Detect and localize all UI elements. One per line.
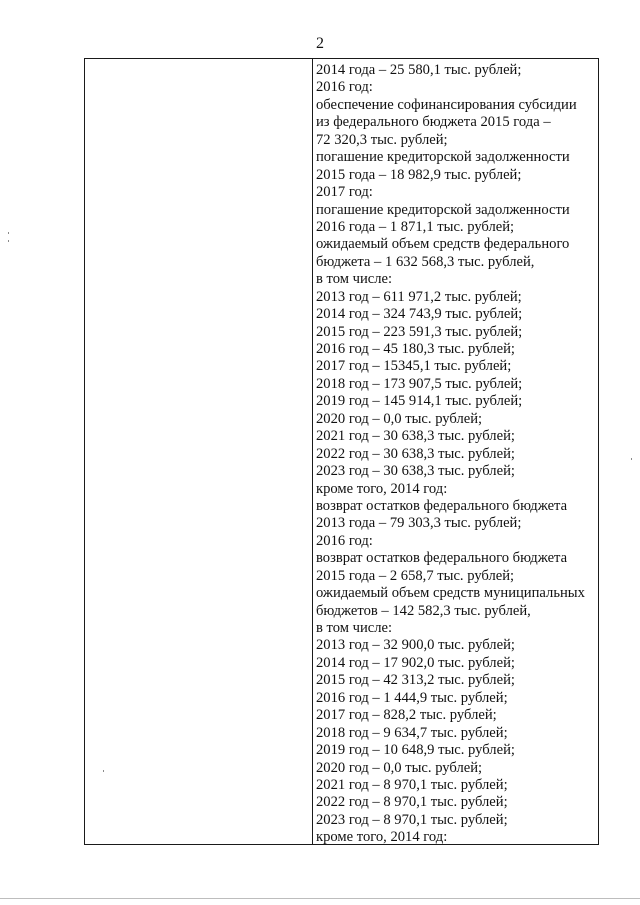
text-line: 72 320,3 тыс. рублей; [316,131,448,148]
text-line: 2022 год – 30 638,3 тыс. рублей; [316,445,515,462]
document-table [84,58,599,845]
text-line: 2015 года – 2 658,7 тыс. рублей; [316,567,515,584]
scan-speck [8,232,9,234]
text-line: бюджета – 1 632 568,3 тыс. рублей, [316,253,535,270]
text-line: 2017 год: [316,184,373,201]
text-line: 2018 год – 9 634,7 тыс. рублей; [316,724,508,741]
text-line: 2018 год – 173 907,5 тыс. рублей; [316,375,523,392]
text-line: 2016 год: [316,79,373,96]
text-line: 2017 год – 828,2 тыс. рублей; [316,707,497,724]
text-line: 2015 год – 42 313,2 тыс. рублей; [316,672,515,689]
text-line: 2013 года – 79 303,3 тыс. рублей; [316,515,522,532]
text-line: кроме того, 2014 год: [316,829,448,846]
text-line: 2014 год – 324 743,9 тыс. рублей; [316,306,523,323]
text-line: погашение кредиторской задолженности [316,201,570,218]
text-line: ожидаемый объем средств федерального [316,236,570,253]
text-line: 2017 год – 15345,1 тыс. рублей; [316,358,512,375]
scan-speck [8,240,9,242]
text-line: кроме того, 2014 год: [316,480,448,497]
text-line: 2019 год – 145 914,1 тыс. рублей; [316,393,523,410]
text-line: 2022 год – 8 970,1 тыс. рублей; [316,794,508,811]
scan-speck [103,770,104,772]
text-line: 2013 год – 32 900,0 тыс. рублей; [316,637,515,654]
text-line: 2016 год – 1 444,9 тыс. рублей; [316,689,508,706]
text-line: 2016 года – 1 871,1 тыс. рублей; [316,218,515,235]
scan-speck [631,458,632,460]
right-cell [316,62,598,847]
text-line: 2021 год – 8 970,1 тыс. рублей; [316,776,508,793]
text-line: ожидаемый объем средств муниципальных [316,585,585,602]
text-line: 2015 года – 18 982,9 тыс. рублей; [316,166,522,183]
column-divider [312,59,313,844]
text-line: 2015 год – 223 591,3 тыс. рублей; [316,323,523,340]
text-line: 2020 год – 0,0 тыс. рублей; [316,759,483,776]
page-bottom-edge [0,898,640,899]
text-line: бюджетов – 142 582,3 тыс. рублей, [316,602,531,619]
text-line: 2016 год – 45 180,3 тыс. рублей; [316,341,515,357]
text-line: погашение кредиторской задолженности [316,149,570,166]
text-line: 2020 год – 0,0 тыс. рублей; [316,410,483,427]
text-line: 2014 год – 17 902,0 тыс. рублей; [316,654,515,671]
text-line: 2019 год – 10 648,9 тыс. рублей; [316,742,515,759]
text-line: 2021 год – 30 638,3 тыс. рублей; [316,428,515,445]
text-line: 2013 год – 611 971,2 тыс. рублей; [316,288,522,305]
text-line: 2016 год: [316,532,373,549]
text-line: в том числе: [316,620,393,636]
text-line: 2023 год – 30 638,3 тыс. рублей; [316,463,515,480]
text-line: возврат остатков федерального бюджета [316,550,568,567]
text-line: обеспечение софинансирования субсидии [316,96,577,113]
text-line: 2023 год – 8 970,1 тыс. рублей; [316,811,508,828]
text-line: возврат остатков федерального бюджета [316,497,568,514]
text-line: из федерального бюджета 2015 года – [316,114,551,131]
text-line: в том числе: [316,271,393,288]
text-line: 2014 года – 25 580,1 тыс. рублей; [316,62,522,78]
page-number: 2 [316,35,324,52]
